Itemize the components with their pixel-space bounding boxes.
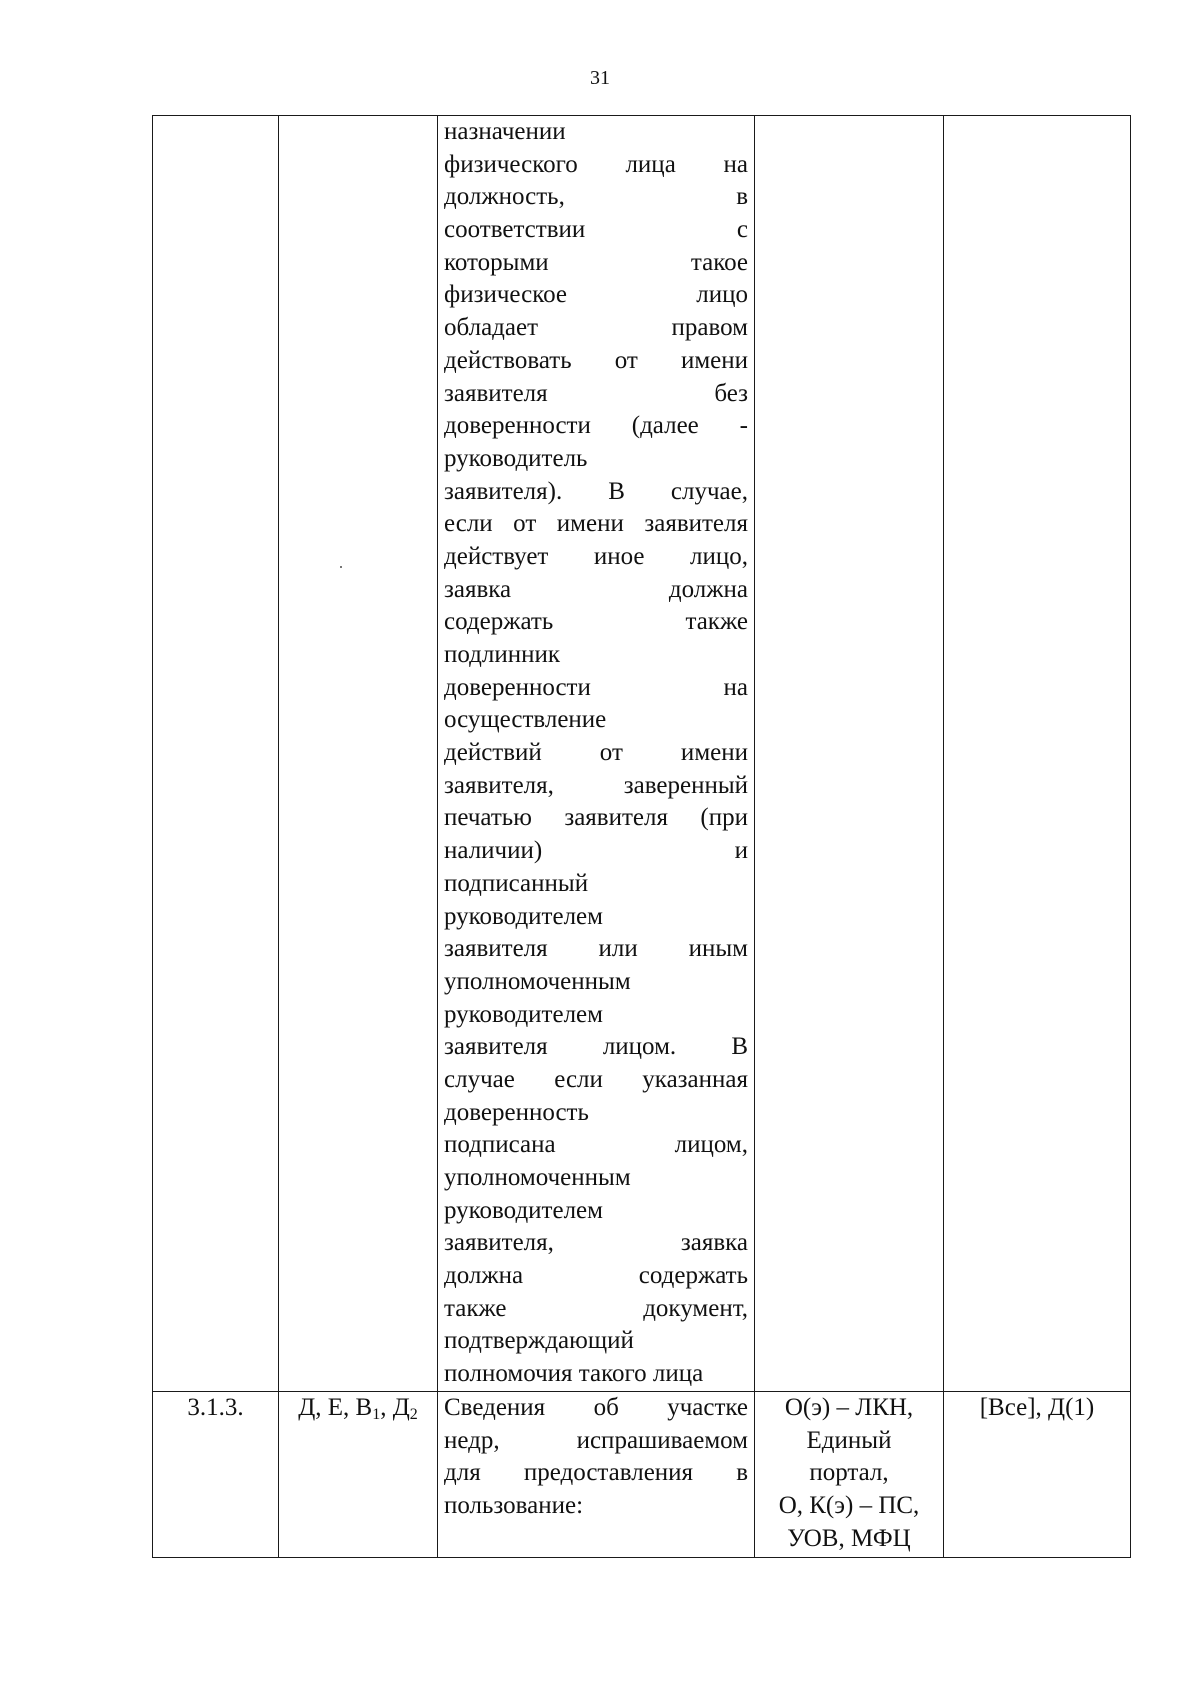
requirement-text-line: руководителем [444,902,603,930]
channels-text-line: О, К(э) – ПС, [778,1491,920,1519]
requirement-text-line: случае если указанная [444,1065,748,1093]
description-text-line: Сведения об участке [444,1393,748,1421]
requirement-text-line: печатью заявителя (при [444,804,748,832]
requirement-text-line: уполномоченным [444,967,631,995]
cell-channels [755,116,944,1392]
cell-row-categories [279,1391,438,1557]
requirement-text-line: физического лица на [444,150,748,178]
categories-text: Д, Е, В [298,1393,373,1421]
channels-text-line: Единый [806,1426,892,1454]
requirement-text-line: назначении [444,118,566,145]
requirement-text-line: осуществление [444,706,607,734]
description-text-line: пользование: [444,1491,584,1519]
cell-row-number: 3.1.3. [153,1391,279,1557]
page-number: 31 [590,67,610,89]
requirement-text-line: заявителя). В случае, [444,477,748,505]
requirement-text-line: должность, в [444,183,748,211]
requirement-text-line: доверенности (далее - [444,412,748,440]
requirement-text-line: руководителем [444,1000,603,1028]
requirement-text-line: заявителя, заверенный [444,771,748,799]
requirement-text-line: руководителем [444,1196,603,1224]
categories-separator: , Д [380,1393,410,1421]
cell-row-channels [755,1391,944,1557]
categories-subscript-2: 2 [409,1405,418,1423]
requirement-text-line: полномочия такого лица [444,1360,704,1388]
requirement-text-line: руководитель [444,444,588,472]
description-text-line: для предоставления в [444,1459,748,1487]
requirement-text-line: заявка должна [444,575,748,603]
cell-number [153,116,279,1392]
requirement-text-line: если от имени заявителя [444,510,748,538]
categories-subscript-1: 1 [372,1405,381,1423]
cell-scope [944,116,1131,1392]
cell-row-scope: [Все], Д(1) [944,1391,1131,1557]
cell-requirement-text [438,116,755,1392]
requirement-text-line: действовать от имени [444,346,748,374]
requirement-text-line: которыми такое [444,248,748,276]
requirement-text-line: действий от имени [444,739,748,767]
scan-speck [340,566,342,568]
requirement-text-line: уполномоченным [444,1164,631,1191]
requirement-text-line: подписана лицом, [444,1131,748,1159]
channels-text-line: портал, [809,1459,889,1487]
requirement-text-line: доверенность [444,1098,589,1126]
requirement-text-line: доверенности на [444,673,748,701]
table-row-3-1-3 [153,1391,1131,1557]
requirement-text-line: действует иное лицо, [444,542,748,570]
requirement-text-line: должна содержать [444,1262,748,1290]
channels-text-line: О(э) – ЛКН, [784,1393,914,1421]
requirement-text-line: содержать также [444,608,748,636]
description-text-line: недр, испрашиваемом [444,1426,748,1454]
table-row-continuation [153,116,1131,1392]
cell-categories [279,116,438,1392]
requirement-text-line: наличии) и [444,837,748,865]
requirements-table [152,115,1131,1558]
requirement-text-line: заявителя лицом. В [444,1033,748,1061]
requirement-text-line: подтверждающий [444,1327,634,1355]
requirement-text-line: физическое лицо [444,281,748,309]
requirement-text-line: заявителя, заявка [444,1229,748,1257]
requirement-text-line: заявителя без [444,379,748,407]
requirement-text-line: подписанный [444,869,589,897]
requirement-text-line: соответствии с [444,216,748,244]
requirement-text-line: также документ, [444,1294,748,1322]
cell-row-description [438,1391,755,1557]
requirement-text-line: обладает правом [444,314,748,342]
channels-text-line: УОВ, МФЦ [787,1524,911,1552]
requirement-text-line: заявителя или иным [444,935,748,963]
requirement-text-line: подлинник [444,641,561,668]
